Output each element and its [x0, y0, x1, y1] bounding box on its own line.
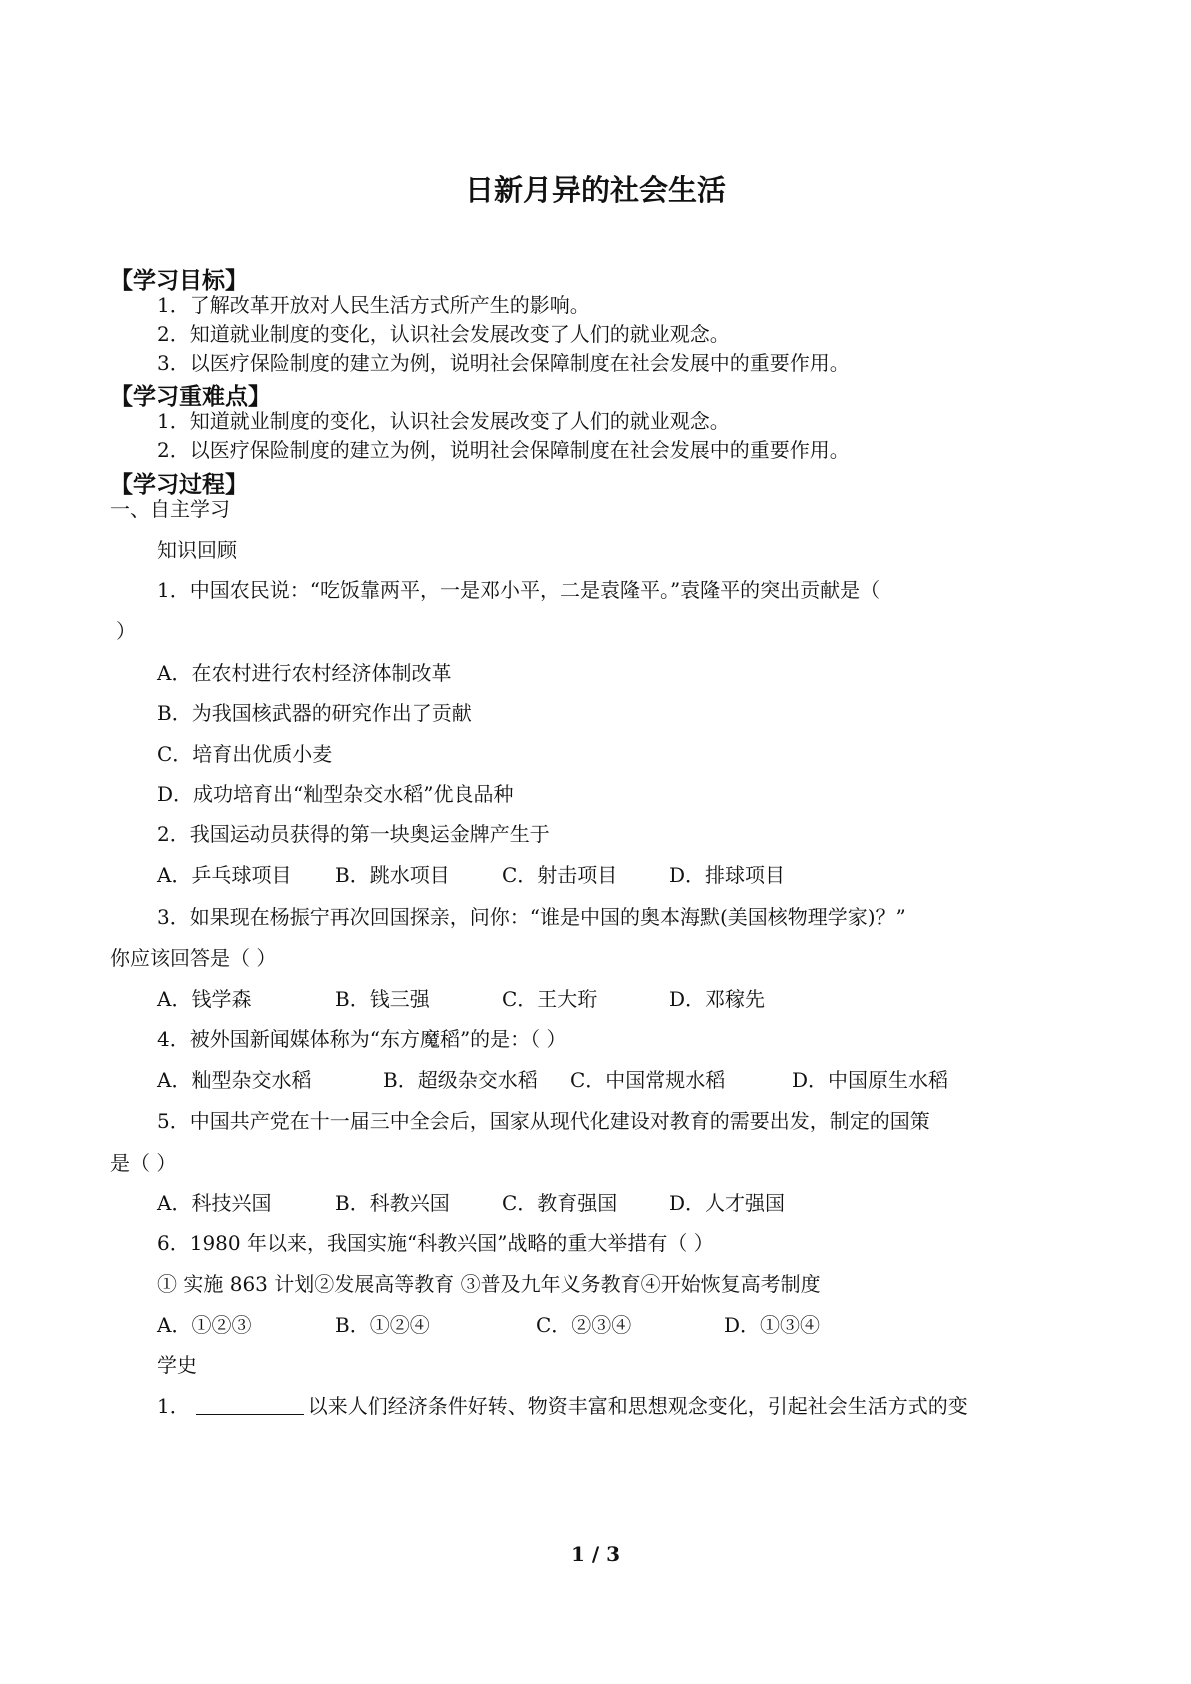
option: B．①②④ [335, 1313, 430, 1337]
keypoint-item: 1．知道就业制度的变化，认识社会发展改变了人们的就业观念。 [157, 409, 730, 433]
option: C．②③④ [536, 1313, 632, 1337]
keypoint-item: 2．以医疗保险制度的建立为例，说明社会保障制度在社会发展中的重要作用。 [157, 438, 850, 462]
section-goals-heading: 【学习目标】 [110, 268, 248, 294]
option: D．①③④ [724, 1313, 821, 1337]
history-item-1 [157, 1393, 968, 1419]
option: B．超级杂交水稻 [383, 1068, 538, 1092]
goal-item: 3．以医疗保险制度的建立为例，说明社会保障制度在社会发展中的重要作用。 [157, 351, 850, 375]
goal-item: 1．了解改革开放对人民生活方式所产生的影响。 [157, 293, 590, 317]
option: C．培育出优质小麦 [157, 742, 333, 766]
option: A．在农村进行农村经济体制改革 [157, 661, 452, 685]
part-heading: 一、自主学习 [110, 497, 230, 521]
history-item-text: 以来人们经济条件好转、物资丰富和思想观念变化，引起社会生活方式的变 [307, 1394, 968, 1418]
question-3-cont: 你应该回答是（ ） [110, 946, 277, 970]
option: A．钱学森 [157, 987, 252, 1011]
question-1: 1．中国农民说：“吃饭靠两平，一是邓小平，二是袁隆平。”袁隆平的突出贡献是（ [157, 578, 881, 602]
option: A．乒乓球项目 [157, 863, 292, 887]
page-title: 日新月异的社会生活 [464, 173, 726, 207]
subsection-review: 知识回顾 [157, 538, 237, 562]
question-3: 3．如果现在杨振宁再次回国探亲，问你：“谁是中国的奥本海默(美国核物理学家)？” [157, 905, 906, 929]
option: C．射击项目 [502, 863, 618, 887]
option: A．科技兴国 [157, 1191, 272, 1215]
section-process-heading: 【学习过程】 [110, 472, 248, 498]
option: A．籼型杂交水稻 [157, 1068, 312, 1092]
fill-blank[interactable] [196, 1394, 304, 1415]
option: A．①②③ [157, 1313, 252, 1337]
page-number: 1 / 3 [570, 1542, 621, 1566]
option: D．成功培育出“籼型杂交水稻”优良品种 [157, 782, 514, 806]
option: D．邓稼先 [669, 987, 766, 1011]
question-4: 4．被外国新闻媒体称为“东方魔稻”的是：（ ） [157, 1027, 567, 1051]
option: C．教育强国 [502, 1191, 618, 1215]
question-6-items: ① 实施 863 计划②发展高等教育 ③普及九年义务教育④开始恢复高考制度 [157, 1272, 821, 1296]
option: B．钱三强 [335, 987, 430, 1011]
question-6: 6．1980 年以来，我国实施“科教兴国”战略的重大举措有（ ） [157, 1231, 714, 1255]
section-keypoints-heading: 【学习重难点】 [110, 384, 271, 410]
option: C．中国常规水稻 [570, 1068, 726, 1092]
option: B．为我国核武器的研究作出了贡献 [157, 701, 472, 725]
history-item-number: 1． [157, 1394, 190, 1418]
option: B．科教兴国 [335, 1191, 450, 1215]
question-5: 5．中国共产党在十一届三中全会后，国家从现代化建设对教育的需要出发，制定的国策 [157, 1109, 930, 1133]
option: D．排球项目 [669, 863, 786, 887]
goal-item: 2．知道就业制度的变化，认识社会发展改变了人们的就业观念。 [157, 322, 730, 346]
option: C．王大珩 [502, 987, 598, 1011]
option: B．跳水项目 [335, 863, 450, 887]
question-2: 2．我国运动员获得的第一块奥运金牌产生于 [157, 822, 550, 846]
subsection-history: 学史 [157, 1353, 197, 1377]
question-5-cont: 是（ ） [110, 1151, 177, 1175]
question-1-cont: ） [116, 619, 136, 643]
option: D．人才强国 [669, 1191, 786, 1215]
option: D．中国原生水稻 [792, 1068, 949, 1092]
